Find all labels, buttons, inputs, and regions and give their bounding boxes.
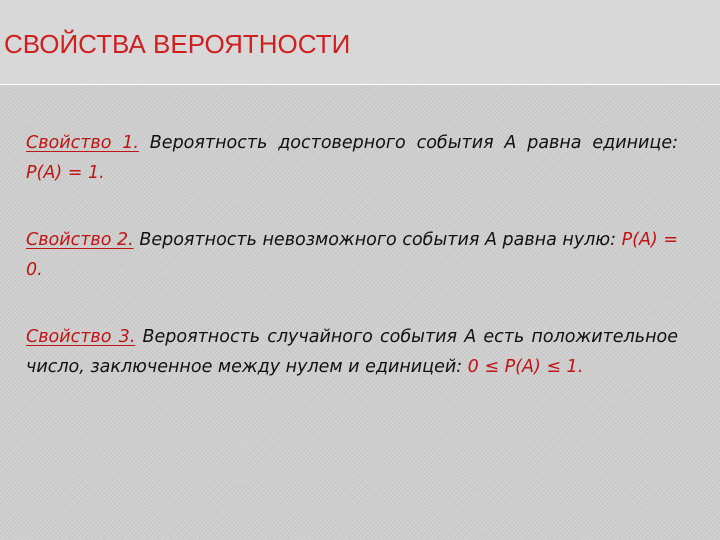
property-3 [26, 322, 678, 382]
property-1-text: Вероятность достоверного события A равна единице: [149, 133, 678, 153]
property-1-label: Свойство 1. [26, 133, 139, 153]
property-3-end: . [577, 357, 584, 377]
property-2-label: Свойство 2. [26, 230, 134, 250]
slide-title: СВОЙСТВА ВЕРОЯТНОСТИ [4, 29, 351, 59]
property-3-label: Свойство 3. [26, 327, 136, 347]
property-2-formula: P(A) = 0 [26, 230, 678, 280]
property-3-formula: 0 ≤ P(A) ≤ 1 [467, 357, 578, 377]
title-divider [0, 84, 720, 85]
property-2 [26, 225, 678, 285]
property-2-end: . [37, 260, 43, 280]
property-1 [26, 128, 678, 188]
title-bar [0, 0, 720, 85]
property-1-formula: P(A) = 1 [26, 163, 100, 183]
property-2-text: Вероятность невозможного события A равна нулю: [139, 230, 622, 250]
property-3-text: Вероятность случайного события A есть положительное число, заключенное между нулем и единицей: [26, 327, 678, 377]
property-1-end: . [99, 163, 105, 183]
properties-list [26, 128, 678, 419]
